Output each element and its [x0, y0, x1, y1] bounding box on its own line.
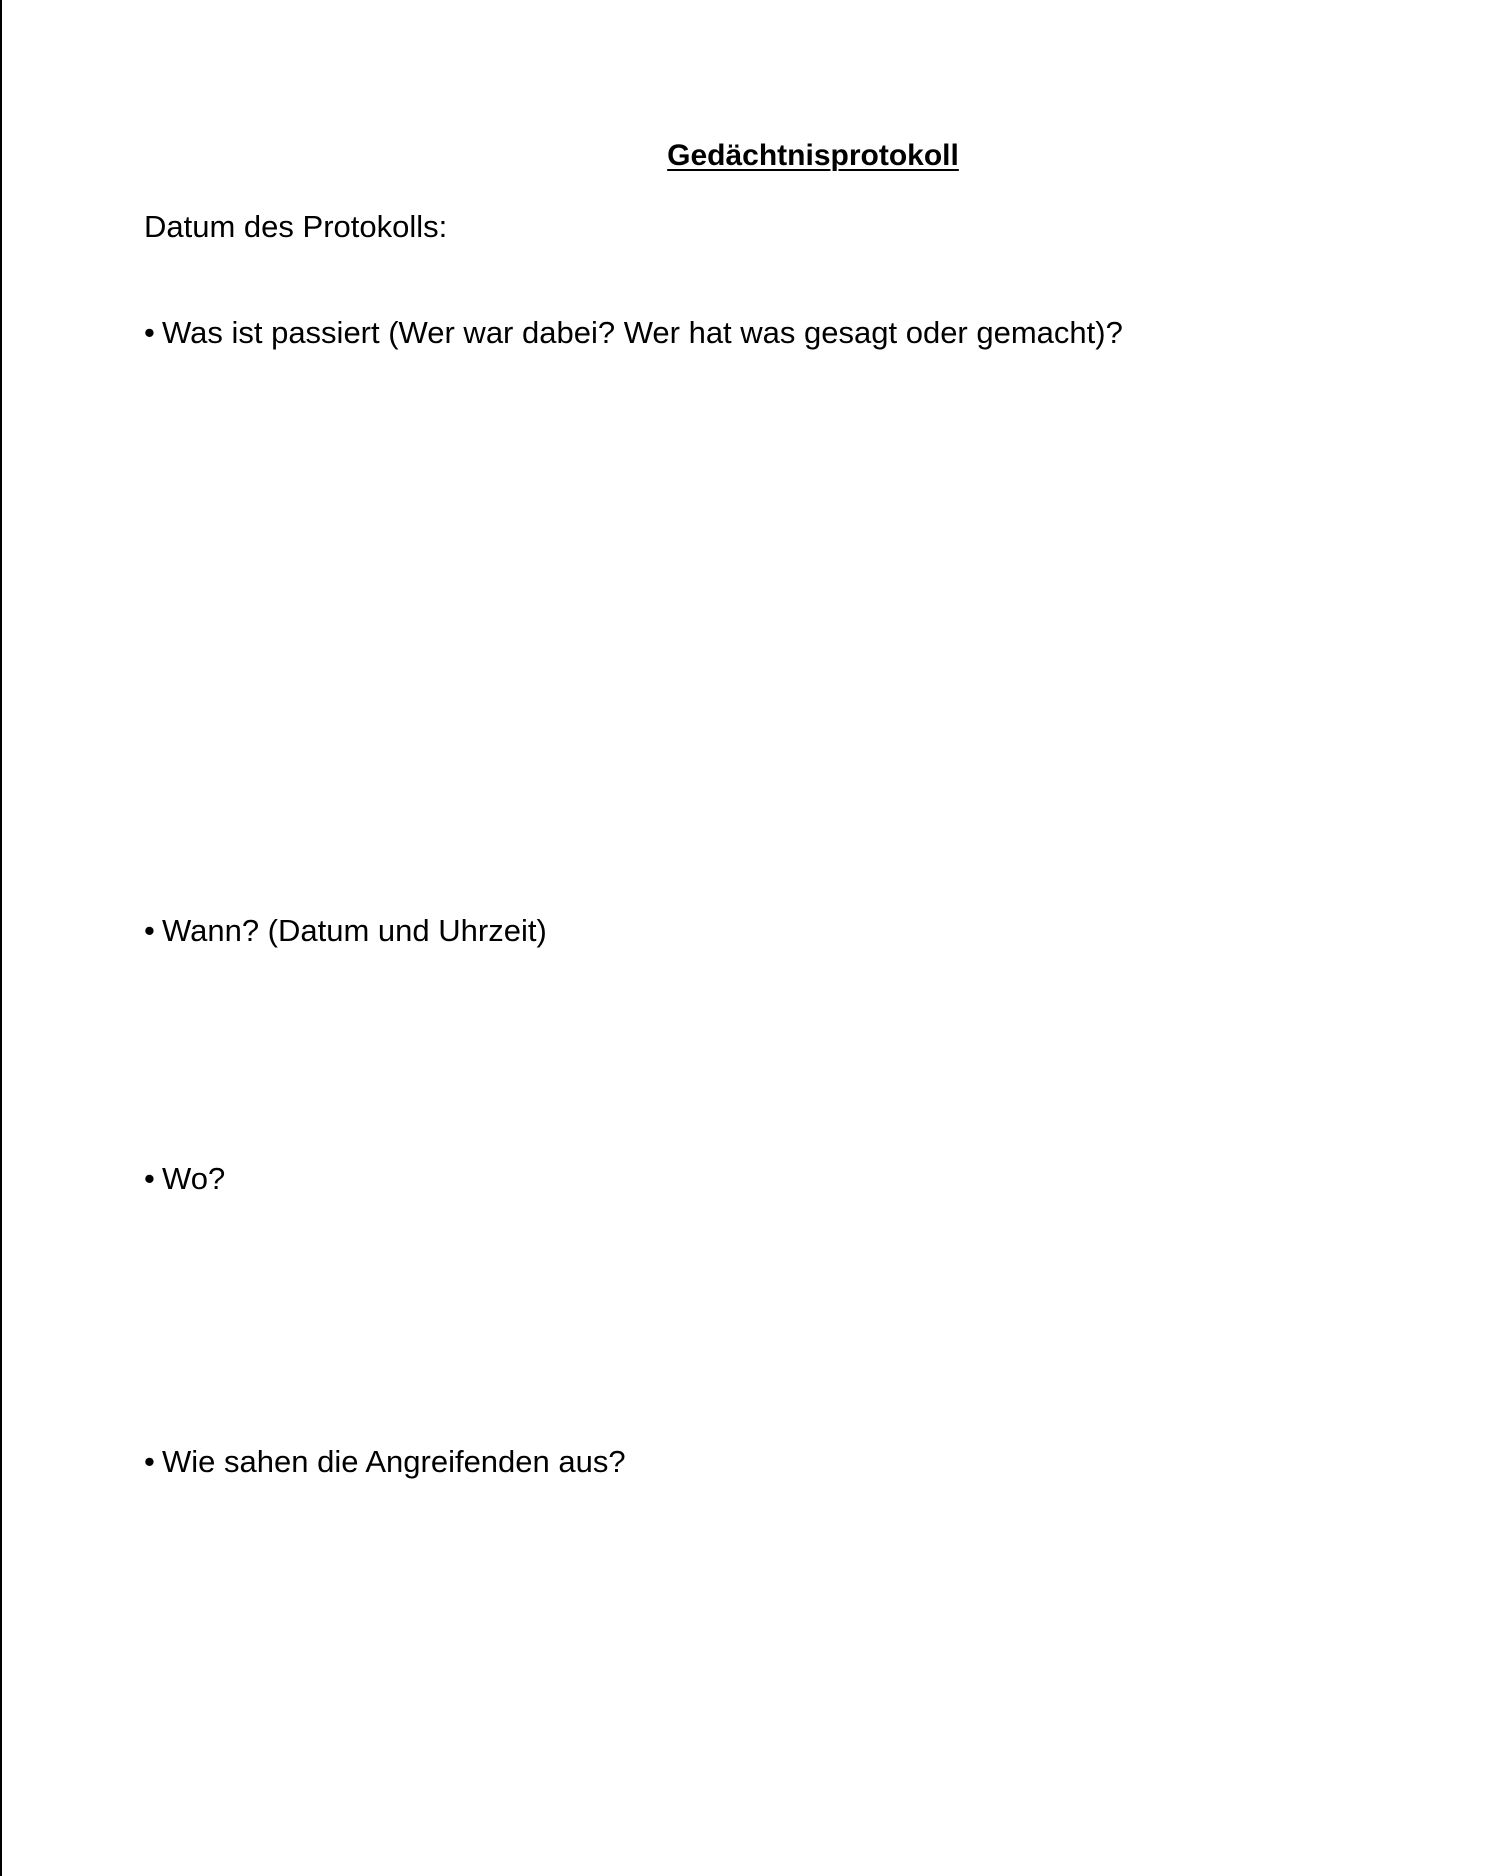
document-title: Gedächtnisprotokoll [667, 139, 959, 172]
question-text: Wie sahen die Angreifenden aus? [162, 1444, 626, 1479]
question-what-happened [144, 314, 1123, 352]
protocol-date-label: Datum des Protokolls: [144, 209, 448, 244]
question-attackers-appearance [144, 1443, 626, 1481]
question-text: Was ist passiert (Wer war dabei? Wer hat was gesagt oder gemacht)? [162, 315, 1123, 350]
question-where [144, 1160, 225, 1198]
bullet-icon: • [144, 1444, 155, 1479]
question-text: Wo? [162, 1161, 226, 1196]
bullet-icon: • [144, 315, 155, 350]
question-text: Wann? (Datum und Uhrzeit) [162, 913, 547, 948]
bullet-icon: • [144, 913, 155, 948]
bullet-icon: • [144, 1161, 155, 1196]
question-when [144, 912, 547, 950]
